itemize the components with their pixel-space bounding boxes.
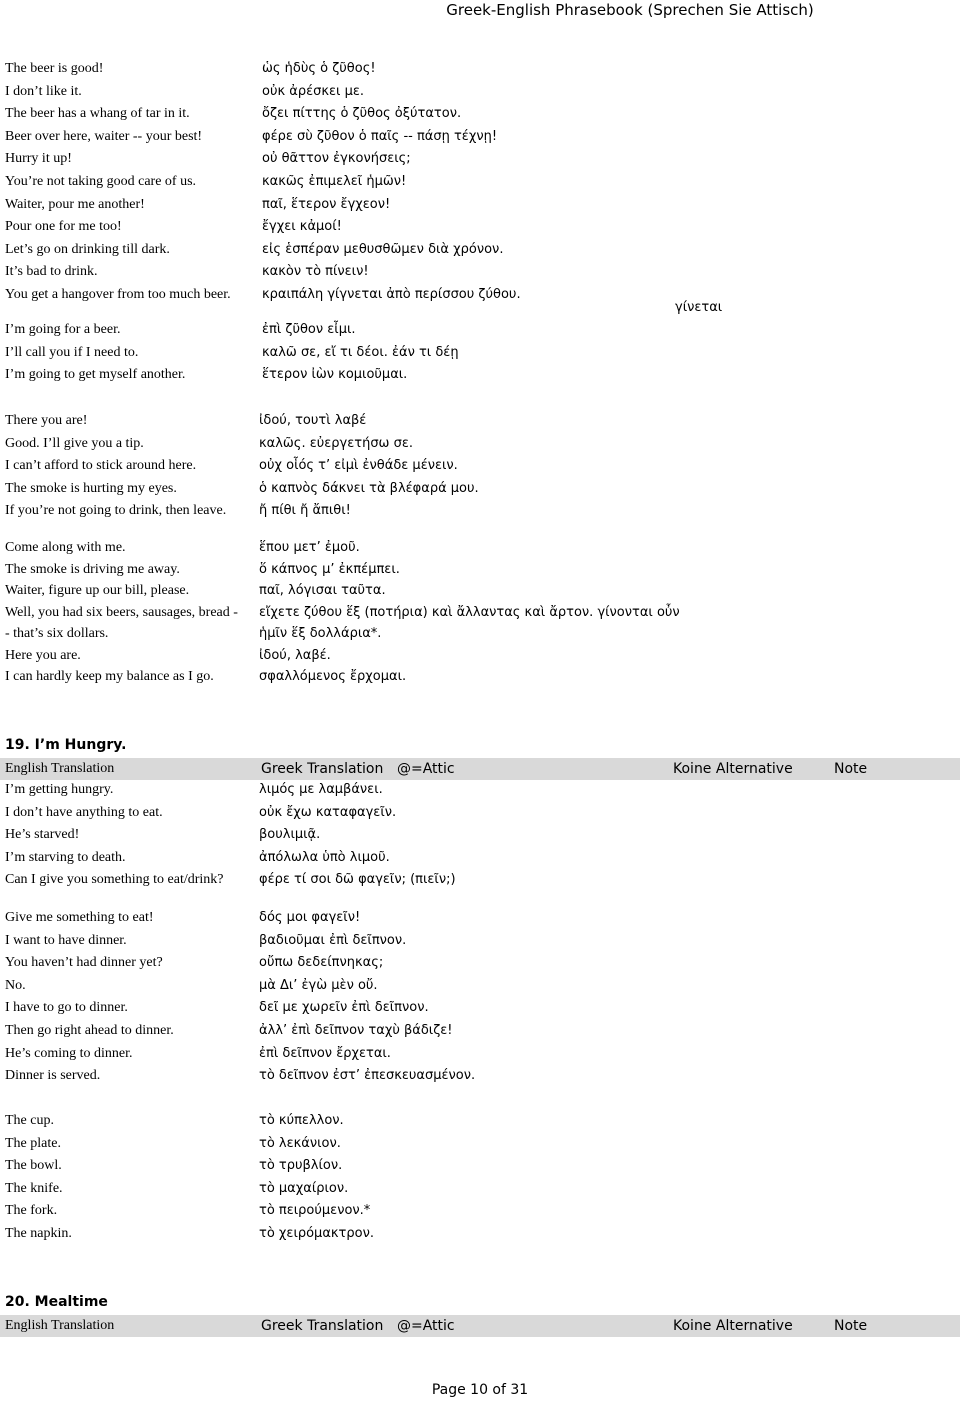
english-phrase: I don’t have anything to eat. [5, 804, 163, 820]
phrase-row [0, 605, 960, 627]
phrase-row [0, 242, 960, 264]
greek-phrase: σφαλλόμενος ἔρχομαι. [259, 669, 407, 684]
phrase-row [0, 129, 960, 151]
phrase-row [0, 84, 960, 106]
english-phrase: You’re not taking good care of us. [5, 174, 197, 189]
phrase-row [0, 219, 960, 241]
phrase-row [0, 583, 960, 605]
col-greek: Greek Translation [261, 1318, 384, 1334]
greek-phrase: οὐχ οἷός τ’ εἰμὶ ἐνθάδε μένειν. [259, 458, 458, 473]
section-19-title: 19. I’m Hungry. [5, 737, 127, 753]
phrase-row [0, 562, 960, 584]
col-note: Note [834, 1318, 868, 1334]
section-19-table-header [0, 758, 960, 780]
english-phrase: I’ll call you if I need to. [5, 344, 139, 360]
phrase-row [0, 850, 960, 872]
english-phrase: There you are! [5, 413, 88, 428]
phrase-row [0, 978, 960, 1000]
greek-phrase: φέρε σὺ ζῦθον ὁ παῖς -- πάσῃ τέχνῃ! [262, 128, 498, 144]
page-footer: Page 10 of 31 [431, 1382, 529, 1398]
english-phrase: Waiter, pour me another! [5, 196, 145, 212]
phrase-row [0, 458, 960, 480]
phrase-row [0, 367, 960, 389]
english-phrase: Hurry it up! [5, 151, 72, 167]
greek-phrase: βαδιοῦμαι ἐπὶ δεῖπνον. [259, 932, 407, 948]
phrase-row [0, 1203, 960, 1225]
greek-phrase: ἔγχει κἀμοί! [262, 219, 342, 235]
english-phrase: I want to have dinner. [5, 932, 127, 948]
english-phrase: He’s starved! [5, 827, 80, 843]
greek-phrase: τὸ κύπελλον. [259, 1113, 344, 1128]
greek-phrase: ἕτερον ἰὼν κομιοῦμαι. [262, 367, 408, 382]
phrase-row [0, 782, 960, 804]
phrase-row [0, 955, 960, 977]
phrase-row [0, 287, 960, 309]
english-phrase: Beer over here, waiter -- your best! [5, 128, 203, 144]
english-phrase: You get a hangover from too much beer. [5, 287, 231, 302]
phrase-row [0, 264, 960, 286]
phrase-row [0, 1181, 960, 1203]
greek-phrase: ὡς ἡδὺς ὁ ζῦθος! [262, 61, 376, 76]
phrase-row [0, 481, 960, 503]
phrase-row [0, 503, 960, 525]
english-phrase: You haven’t had dinner yet? [5, 955, 163, 971]
english-phrase: I’m getting hungry. [5, 782, 114, 797]
greek-phrase: παῖ, λόγισαι ταῦτα. [259, 583, 386, 598]
english-phrase: I’m starving to death. [5, 849, 126, 865]
english-phrase: The plate. [5, 1135, 61, 1151]
phrase-row [0, 1023, 960, 1045]
phrase-row [0, 626, 960, 648]
english-phrase: Pour one for me too! [5, 219, 122, 235]
greek-phrase: ἡμῖν ἕξ δολλάρια*. [259, 626, 382, 641]
margin-note: γίνεται [675, 300, 723, 315]
phrase-row [0, 933, 960, 955]
phrase-row [0, 151, 960, 173]
page-header-title: Greek-English Phrasebook (Sprechen Sie Attisch) [446, 1, 814, 19]
phrase-row [0, 872, 960, 894]
greek-phrase: ἰδού, τουτὶ λαβέ [259, 413, 367, 428]
greek-phrase: οὔπω δεδείπνηκας; [259, 955, 384, 971]
greek-phrase: τὸ χειρόμακτρον. [259, 1225, 374, 1241]
greek-phrase: εἰς ἑσπέραν μεθυσθῶμεν διὰ χρόνον. [262, 241, 504, 257]
greek-phrase: εἴχετε ζύθου ἕξ (ποτήρια) καὶ ἄλλαντας καὶ ἄρτον. γίνονται οὖν [259, 604, 680, 620]
english-phrase: The cup. [5, 1113, 54, 1128]
english-phrase: Can I give you something to eat/drink? [5, 872, 224, 888]
greek-phrase: κακὸν τὸ πίνειν! [262, 264, 369, 280]
greek-phrase: ἀπόλωλα ὑπὸ λιμοῦ. [259, 849, 390, 865]
phrase-row [0, 669, 960, 691]
english-phrase: Waiter, figure up our bill, please. [5, 583, 190, 598]
english-phrase: I can hardly keep my balance as I go. [5, 669, 214, 684]
english-phrase: I have to go to dinner. [5, 1000, 128, 1016]
english-phrase: The beer has a whang of tar in it. [5, 106, 190, 122]
greek-phrase: ἕπου μετ’ ἐμοῦ. [259, 540, 360, 555]
phrase-row [0, 805, 960, 827]
english-phrase: Dinner is served. [5, 1068, 101, 1084]
greek-phrase: οὐκ ἀρέσκει με. [262, 83, 365, 99]
english-phrase: No. [5, 977, 26, 993]
phrase-row [0, 1000, 960, 1022]
greek-phrase: τὸ λεκάνιον. [259, 1135, 341, 1151]
english-phrase: The smoke is driving me away. [5, 561, 180, 577]
col-koine: Koine Alternative [673, 1318, 793, 1334]
english-phrase: I’m going to get myself another. [5, 367, 186, 382]
page-header [0, 0, 960, 20]
col-attic: @=Attic [397, 761, 455, 777]
greek-phrase: οὐκ ἔχω καταφαγεῖν. [259, 804, 397, 820]
section-20-title: 20. Mealtime [5, 1294, 108, 1310]
phrase-row [0, 436, 960, 458]
col-greek: Greek Translation [261, 761, 384, 777]
phrase-row [0, 106, 960, 128]
english-phrase: The napkin. [5, 1225, 72, 1241]
english-phrase: I can’t afford to stick around here. [5, 458, 197, 473]
phrase-row [0, 61, 960, 83]
greek-phrase: κακῶς ἐπιμελεῖ ἡμῶν! [262, 174, 407, 189]
phrase-row [0, 1226, 960, 1248]
greek-phrase: τὸ μαχαίριον. [259, 1180, 349, 1196]
phrase-row [0, 174, 960, 196]
greek-phrase: ὁ καπνὸς δάκνει τὰ βλέφαρά μου. [259, 480, 479, 496]
greek-phrase: καλῶ σε, εἴ τι δέοι. ἐάν τι δέῃ [262, 344, 459, 360]
phrase-row [0, 197, 960, 219]
english-phrase: Then go right ahead to dinner. [5, 1023, 174, 1038]
greek-phrase: ὅ κάπνος μ’ ἐκπέμπει. [259, 561, 400, 577]
phrase-row [0, 910, 960, 932]
phrase-row [0, 1158, 960, 1180]
greek-phrase: οὐ θᾶττον ἐγκονήσεις; [262, 151, 411, 167]
greek-phrase: ἤ πίθι ἤ ἄπιθι! [259, 503, 351, 518]
greek-phrase: καλῶς. εὐεργετήσω σε. [259, 435, 413, 451]
phrase-row [0, 345, 960, 367]
greek-phrase: φέρε τί σοι δῶ φαγεῖν; (πιεῖν;) [259, 872, 456, 888]
english-phrase: I don’t like it. [5, 83, 82, 99]
col-attic: @=Attic [397, 1318, 455, 1334]
col-koine: Koine Alternative [673, 761, 793, 777]
english-phrase: The fork. [5, 1203, 58, 1218]
english-phrase: Well, you had six beers, sausages, bread - [5, 604, 238, 620]
phrase-row [0, 413, 960, 435]
phrase-row [0, 1068, 960, 1090]
greek-phrase: βουλιμιᾷ. [259, 827, 321, 843]
english-phrase: Here you are. [5, 647, 81, 663]
english-phrase: The bowl. [5, 1158, 62, 1173]
greek-phrase: ἐπὶ δεῖπνον ἔρχεται. [259, 1045, 391, 1061]
col-note: Note [834, 761, 868, 777]
english-phrase: Good. I’ll give you a tip. [5, 435, 144, 451]
greek-phrase: ἐπὶ ζῦθον εἶμι. [262, 322, 356, 337]
english-phrase: He’s coming to dinner. [5, 1045, 133, 1061]
phrase-row [0, 1046, 960, 1068]
greek-phrase: παῖ, ἕτερον ἔγχεον! [262, 196, 391, 212]
greek-phrase: τὸ πειρούμενον.* [259, 1203, 371, 1218]
phrase-row [0, 648, 960, 670]
phrase-row [0, 827, 960, 849]
phrase-row [0, 322, 960, 344]
english-phrase: The knife. [5, 1180, 63, 1196]
english-phrase: The smoke is hurting my eyes. [5, 480, 177, 496]
greek-phrase: ἰδού, λαβέ. [259, 647, 331, 663]
greek-phrase: μὰ Δι’ ἐγὼ μὲν οὔ. [259, 977, 378, 993]
english-phrase: I’m going for a beer. [5, 322, 121, 337]
phrase-row [0, 1136, 960, 1158]
greek-phrase: ἀλλ’ ἐπὶ δεῖπνον ταχὺ βάδιζε! [259, 1023, 453, 1038]
col-english: English Translation [5, 1318, 115, 1333]
english-phrase: If you’re not going to drink, then leave. [5, 503, 227, 518]
english-phrase: Let’s go on drinking till dark. [5, 241, 170, 257]
phrase-row [0, 1113, 960, 1135]
greek-phrase: ὄζει πίττης ὁ ζῦθος ὀξύτατον. [262, 106, 462, 122]
greek-phrase: λιμός με λαμβάνει. [259, 782, 383, 797]
english-phrase: Give me something to eat! [5, 910, 154, 925]
english-phrase: Come along with me. [5, 540, 126, 555]
english-phrase: - that’s six dollars. [5, 626, 109, 641]
greek-phrase: τὸ τρυβλίον. [259, 1158, 343, 1173]
greek-phrase: δός μοι φαγεῖν! [259, 910, 361, 925]
greek-phrase: δεῖ με χωρεῖν ἐπὶ δεῖπνον. [259, 1000, 429, 1016]
phrase-row [0, 540, 960, 562]
col-english: English Translation [5, 761, 115, 776]
greek-phrase: τὸ δεῖπνον ἐστ’ ἐπεσκευασμένον. [259, 1068, 476, 1084]
greek-phrase: κραιπάλη γίγνεται ἀπὸ περίσσου ζύθου. [262, 287, 521, 302]
english-phrase: The beer is good! [5, 61, 104, 76]
section-20-table-header [0, 1315, 960, 1337]
english-phrase: It’s bad to drink. [5, 264, 98, 280]
